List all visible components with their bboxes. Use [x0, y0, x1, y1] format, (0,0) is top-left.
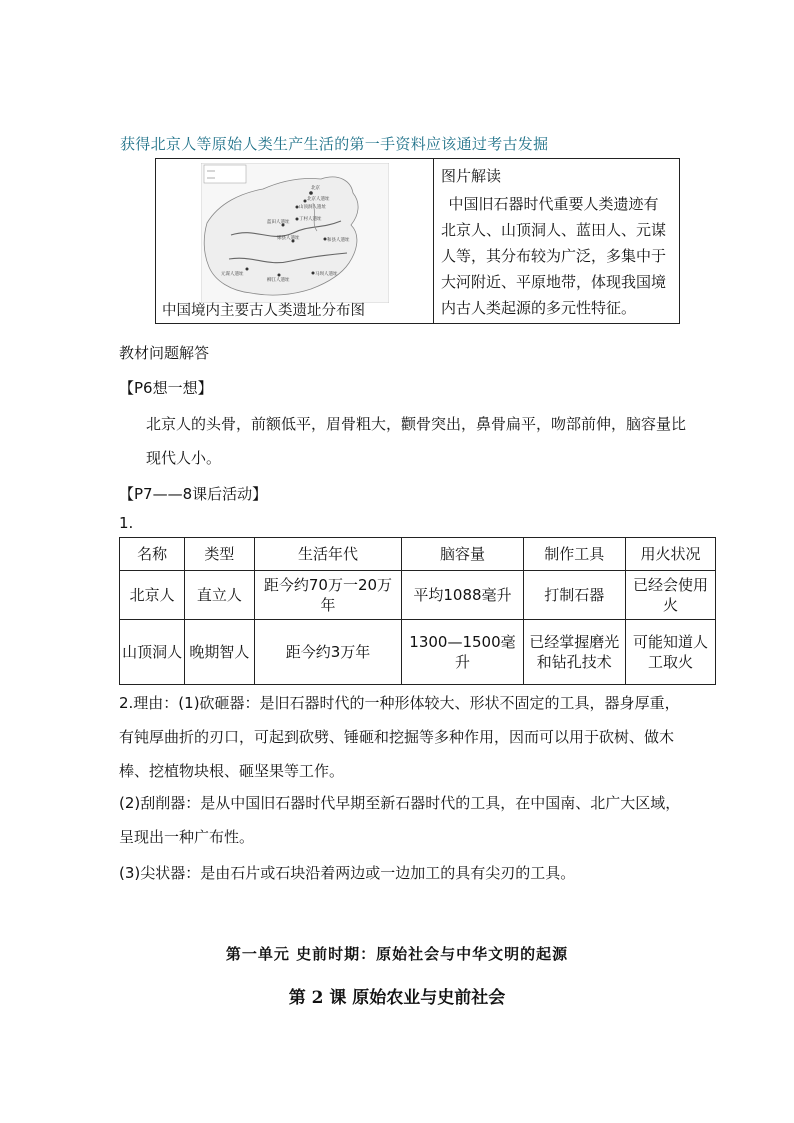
- lesson-title: 第 2 课 原始农业与史前社会: [288, 988, 506, 1008]
- map-caption: 中国境内主要古人类遗址分布图: [162, 303, 365, 319]
- section-heading: 教材问题解答: [119, 344, 210, 362]
- table-header-cell: 用火状况: [625, 538, 715, 571]
- table-row: [120, 620, 716, 685]
- interpretation-title: 图片解读: [441, 167, 502, 185]
- map-label-dingcun: 丁村人遗址: [299, 217, 322, 222]
- table-cell: 山顶洞人: [120, 620, 185, 685]
- table-cell: 1300—1500毫升: [402, 620, 523, 685]
- map-label-hexian: 和县人遗址: [327, 238, 350, 243]
- map-label-yunxian: 郧县人遗址: [277, 236, 300, 241]
- table-row: [120, 571, 716, 620]
- table-header-cell: 名称: [120, 538, 185, 571]
- table-cell: 距今约70万一20万年: [254, 571, 402, 620]
- p6-heading: 【P6想一想】: [119, 379, 213, 397]
- table-header-cell: 生活年代: [254, 538, 402, 571]
- table-cell: 直立人: [185, 571, 254, 620]
- unit-title: 第一单元 史前时期：原始社会与中华文明的起源: [225, 945, 569, 963]
- interpretation-cell: [434, 159, 679, 323]
- headline-link[interactable]: 获得北京人等原始人类生产生活的第一手资料应该通过考古发掘: [120, 135, 549, 153]
- map-cell: [156, 159, 434, 323]
- table-header-cell: 制作工具: [523, 538, 625, 571]
- table-cell: 平均1088毫升: [402, 571, 523, 620]
- table-cell: 北京人: [120, 571, 185, 620]
- table-cell: 晚期智人: [185, 620, 254, 685]
- map-label-lantian: 蓝田人遗址: [267, 220, 290, 225]
- item-1-label: 1.: [119, 514, 134, 532]
- map-label-shandingdong: 山顶洞人遗址: [299, 205, 326, 210]
- table-cell: 距今约3万年: [254, 620, 402, 685]
- map-label-beijingren: 北京人遗址: [307, 197, 330, 202]
- comparison-table: [119, 537, 716, 685]
- map-label-beijing: 北京: [311, 186, 320, 191]
- item-2-3-paragraph: (3)尖状器：是由石片或石块沿着两边或一边加工的具有尖刃的工具。: [119, 864, 576, 882]
- table-cell: 打制石器: [523, 571, 625, 620]
- table-cell: 已经会使用火: [625, 571, 715, 620]
- figure-table: [155, 158, 680, 324]
- map-label-liujiang: 柳江人遗址: [267, 278, 290, 283]
- map-label-yuanmou: 元谋人遗址: [221, 272, 244, 277]
- interpretation-text: 中国旧石器时代重要人类遗迹有北京人、山顶洞人、蓝田人、元谋人等，其分布较为广泛，多集中于大河附近、平原地带，体现我国境内古人类起源的多元性特征。: [441, 195, 667, 317]
- table-header-cell: 类型: [185, 538, 254, 571]
- p6-answer: 北京人的头骨，前额低平，眉骨粗大，颧骨突出，鼻骨扁平，吻部前伸，脑容量比现代人小。: [146, 415, 687, 467]
- map-label-maba: 马坝人遗址: [315, 272, 338, 277]
- table-header-row: [120, 538, 716, 571]
- p7-heading: 【P7——8课后活动】: [119, 485, 268, 503]
- ancient-sites-map: [201, 163, 389, 303]
- item-2-paragraph: 2.理由：(1)砍砸器：是旧石器时代的一种形体较大、形状不固定的工具，器身厚重，有钝厚曲折的刃口，可起到砍劈、锤砸和挖掘等多种作用，因而可以用于砍树、做木棒、挖植物块根、砸坚果等工作。: [119, 694, 680, 780]
- table-header-cell: 脑容量: [402, 538, 523, 571]
- table-cell: 可能知道人工取火: [625, 620, 715, 685]
- table-cell: 已经掌握磨光和钻孔技术: [523, 620, 625, 685]
- item-2-2-paragraph: (2)刮削器：是从中国旧石器时代早期至新石器时代的工具，在中国南、北广大区域，呈现出一种广布性。: [119, 794, 681, 846]
